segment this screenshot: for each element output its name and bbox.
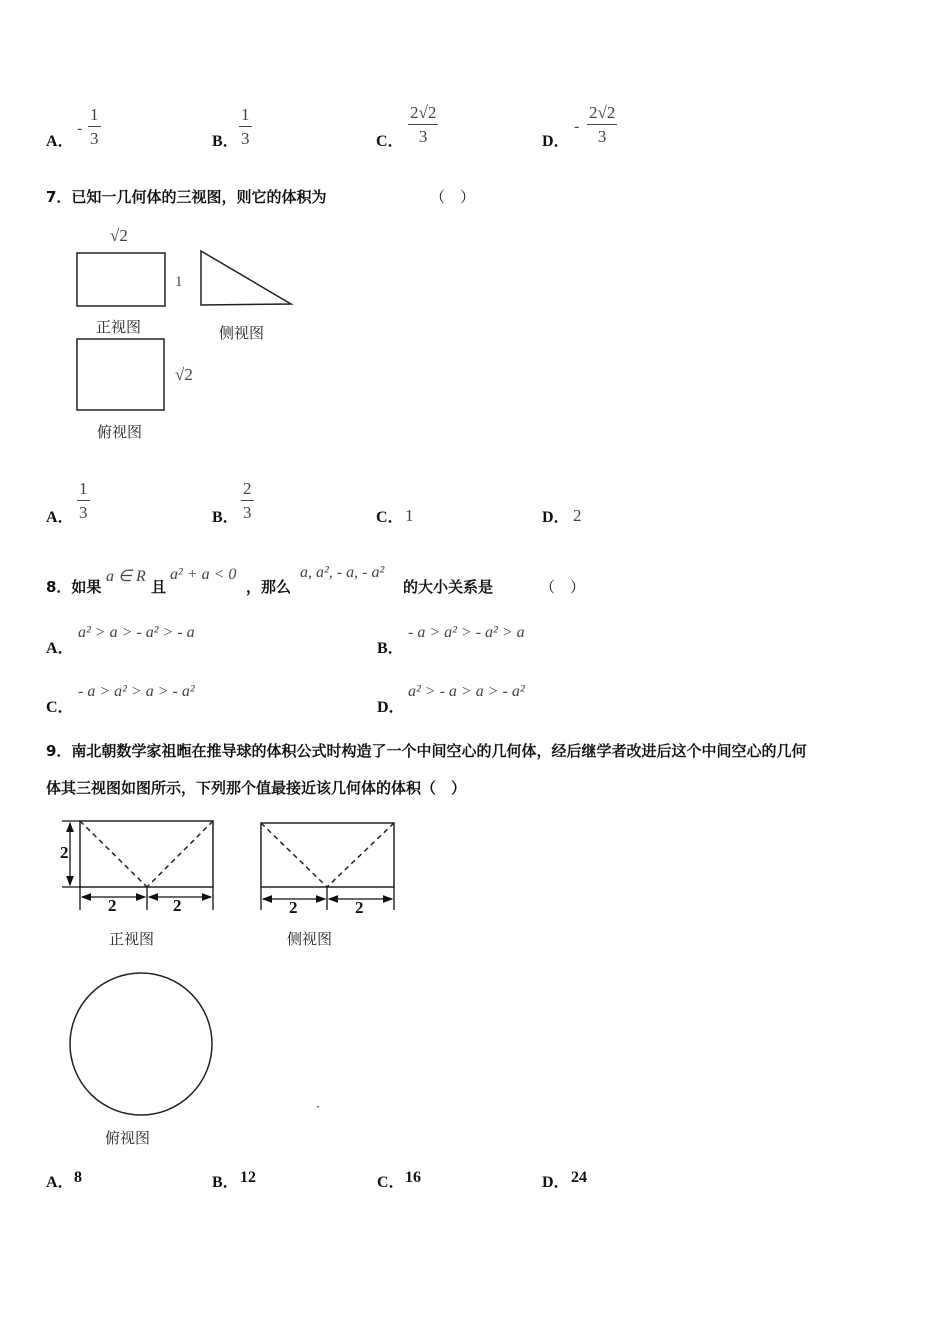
q8-suffix: 的大小关系是 (403, 578, 494, 596)
q6-option-d-sign: - (574, 118, 580, 135)
q6-option-a-label: A． (46, 133, 74, 150)
q7-dim-top: √2 (110, 226, 128, 245)
q7-front-view-label: 正视图 (96, 318, 142, 336)
q9-top-view-circle (70, 973, 212, 1115)
q8-then: ，那么 (246, 578, 292, 596)
q9-front-view-label: 正视图 (109, 930, 155, 948)
q6-option-b-numerator: 1 (239, 106, 252, 127)
q9-front-dimension-lines (62, 821, 213, 910)
q6-option-a-sign: - (77, 120, 83, 137)
q8-answer-paren: （ ） (540, 578, 586, 596)
q8-and: 且 (151, 578, 167, 596)
q8-prefix: 8．如果 (46, 578, 102, 596)
q9-stem-line-2: 体其三视图如图所示，下列那个值最接近该几何体的体积（ ） (46, 779, 467, 797)
q9-stray-dot: · (316, 1100, 320, 1114)
q8-option-b-label: B． (377, 640, 404, 657)
q7-top-view-label: 俯视图 (97, 423, 143, 441)
q8-option-b-expr: - a > a² > - a² > a (408, 624, 525, 641)
q8-option-a-label: A． (46, 640, 74, 657)
q8-condition-1: a ∈ R (106, 568, 146, 585)
q8-option-d-label: D． (377, 699, 405, 716)
q8-option-c-expr: - a > a² > a > - a² (78, 683, 195, 700)
q7-option-d-value: 2 (573, 506, 582, 525)
q8-option-a-expr: a² > a > - a² > - a (78, 624, 195, 641)
q8-set: a, a², - a, - a² (300, 564, 385, 581)
q9-option-d-label: D． (542, 1174, 570, 1191)
q6-option-d-label: D． (542, 133, 570, 150)
q9-option-d-value: 24 (571, 1169, 587, 1186)
q9-option-b-value: 12 (240, 1169, 256, 1186)
q9-dim-height: 2 (60, 843, 69, 862)
q8-option-c-label: C． (46, 699, 74, 716)
q7-side-view-label: 侧视图 (219, 324, 265, 342)
q9-dim-side-left: 2 (289, 898, 298, 917)
q6-option-c-label: C． (376, 133, 404, 150)
q9-option-c-label: C． (377, 1174, 405, 1191)
q7-option-b-numerator: 2 (241, 480, 254, 501)
q6-option-b-denominator: 3 (241, 129, 250, 148)
q9-stem-line-1: 9．南北朝数学家祖暅在推导球的体积公式时构造了一个中间空心的几何体，经后继学者改进后这个中间空心的几何 (46, 742, 807, 760)
q9-option-a-label: A． (46, 1174, 74, 1191)
q9-dim-front-right: 2 (173, 896, 182, 915)
q9-option-c-value: 16 (405, 1169, 421, 1186)
q6-option-a-numerator: 1 (88, 106, 101, 127)
q9-option-b-label: B． (212, 1174, 239, 1191)
q7-option-d-label: D． (542, 509, 570, 526)
q6-option-d-denominator: 3 (597, 127, 607, 146)
q6-option-c-denominator: 3 (418, 127, 428, 146)
q8-condition-2: a² + a < 0 (170, 566, 237, 583)
q9-option-a-value: 8 (74, 1169, 82, 1186)
q7-option-c-label: C． (376, 509, 404, 526)
q7-option-a-label: A． (46, 509, 74, 526)
q9-side-dimension-lines (261, 887, 394, 910)
q9-front-view (80, 821, 213, 887)
q7-dim-topview: √2 (175, 365, 193, 384)
q9-side-view-label: 侧视图 (287, 930, 333, 948)
q9-dim-side-right: 2 (355, 898, 364, 917)
q7-option-c-value: 1 (405, 506, 414, 525)
q9-top-view-label: 俯视图 (105, 1129, 151, 1147)
q7-option-a-numerator: 1 (77, 480, 90, 501)
q9-dim-front-left: 2 (108, 896, 117, 915)
q7-option-b-denominator: 3 (243, 503, 252, 522)
q8-option-d-expr: a² > - a > a > - a² (408, 683, 525, 700)
q7-stem: 7．已知一几何体的三视图，则它的体积为 (46, 188, 327, 206)
q6-option-d-numerator: 2√2 (587, 104, 617, 125)
q6-option-a-denominator: 3 (90, 129, 99, 148)
q7-option-a-denominator: 3 (79, 503, 88, 522)
q9-side-view (261, 823, 394, 887)
q7-answer-paren: （ ） (430, 188, 476, 206)
q6-option-c-numerator: 2√2 (408, 104, 438, 125)
q7-option-b-label: B． (212, 509, 239, 526)
q6-option-b-label: B． (212, 133, 239, 150)
q7-dim-right: 1 (175, 274, 183, 290)
